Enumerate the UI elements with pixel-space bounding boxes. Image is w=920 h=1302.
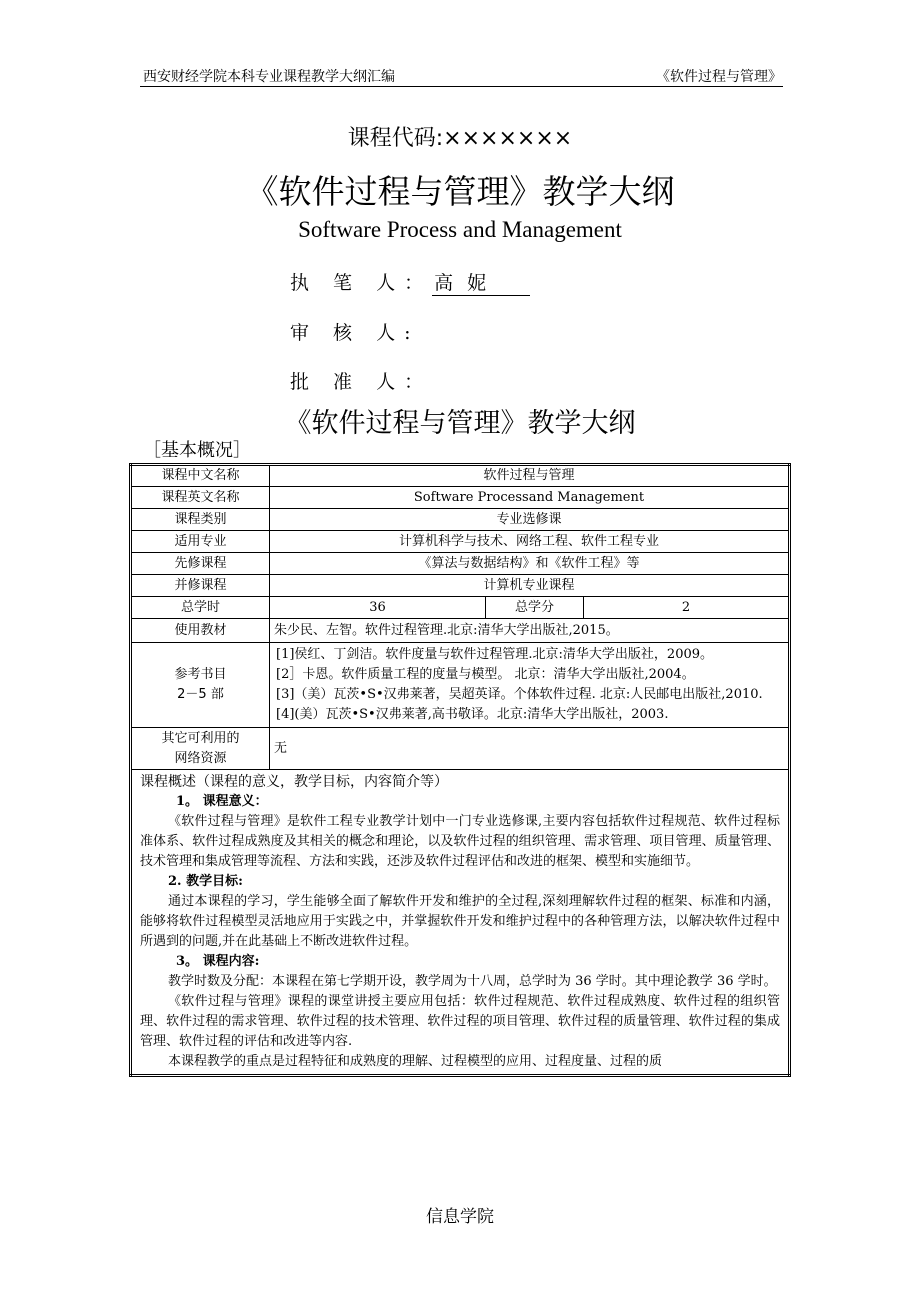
textbook-value: 朱少民、左智。软件过程管理.北京:清华大学出版社,2015。	[270, 619, 790, 643]
author-line	[290, 268, 530, 296]
row-value: 计算机科学与技术、网络工程、软件工程专业	[270, 531, 790, 553]
row-key: 并修课程	[131, 575, 270, 597]
reference-item: [3]（美）瓦茨•S•汉弗莱著，吴超英译。个体软件过程. 北京:人民邮电出版社,2010.	[276, 687, 763, 702]
table-row	[131, 465, 790, 487]
table-row	[131, 531, 790, 553]
course-info-table	[129, 463, 791, 1077]
references-key	[131, 643, 270, 728]
overview-heading-1: 1。 课程意义：	[176, 794, 268, 809]
page-footer: 信息学院	[426, 1207, 494, 1227]
table-row	[131, 575, 790, 597]
overview-title: 课程概述（课程的意义，教学目标，内容简介等）	[140, 774, 448, 790]
author-value: 高 妮	[432, 268, 530, 296]
online-resources-row	[131, 728, 790, 770]
overview-paragraph-3: 教学时数及分配：本课程在第七学期开设，教学周为十八周，总学时为 36 学时。其中理论教学 36 学时。	[168, 974, 777, 989]
row-value: 软件过程与管理	[270, 465, 790, 487]
row-value: 《算法与数据结构》和《软件工程》等	[270, 553, 790, 575]
references-key-line2: 2－5 部	[177, 687, 224, 702]
running-header-left: 西安财经学院本科专业课程教学大纲汇编	[143, 69, 395, 85]
reviewer-line	[290, 318, 419, 345]
row-key: 课程类别	[131, 509, 270, 531]
row-key: 课程中文名称	[131, 465, 270, 487]
table-row	[131, 553, 790, 575]
row-value: 专业选修课	[270, 509, 790, 531]
header-divider	[140, 86, 783, 87]
overview-paragraph-2: 通过本课程的学习，学生能够全面了解软件开发和维护的全过程,深刻理解软件过程的框架、标准和内涵，能够将软件过程模型灵活地应用于实践之中，并掌握软件开发和维护过程中的各种管理方法，以解决软件过程中所遇到的问题,并在此基础上不断改进软件过程。	[140, 894, 780, 949]
references-row	[131, 643, 790, 728]
credits-key: 总学分	[486, 597, 584, 619]
textbook-row	[131, 619, 790, 643]
online-key-line1: 其它可利用的	[161, 730, 240, 746]
overview-row	[131, 770, 790, 1076]
document-title: 《软件过程与管理》教学大纲	[245, 172, 675, 211]
overview-paragraph-4: 《软件过程与管理》课程的课堂讲授主要应用包括：软件过程规范、软件过程成熟度、软件过程的组织管理、软件过程的需求管理、软件过程的技术管理、软件过程的项目管理、软件过程的质量管理、软件过程的集成管理、软件过程的评估和改进等内容.	[140, 994, 780, 1049]
row-key: 先修课程	[131, 553, 270, 575]
references-key-line1: 参考书目	[174, 667, 227, 682]
online-key-line2: 网络资源	[174, 750, 227, 766]
course-overview	[131, 770, 790, 1076]
overview-heading-3: 3。 课程内容:	[176, 954, 260, 969]
approver-line	[290, 367, 432, 394]
overview-paragraph-5: 本课程教学的重点是过程特征和成熟度的理解、过程模型的应用、过程度量、过程的质	[168, 1054, 663, 1069]
reference-item: [1]侯红、丁剑洁。软件度量与软件过程管理.北京:清华大学出版社，2009。	[276, 647, 714, 662]
hours-key: 总学时	[131, 597, 270, 619]
syllabus-heading: 《软件过程与管理》教学大纲	[284, 408, 636, 439]
running-header-right: 《软件过程与管理》	[656, 69, 782, 85]
row-value: Software Processand Management	[270, 487, 790, 509]
online-value: 无	[270, 728, 790, 770]
author-label: 执 笔 人：	[290, 272, 433, 294]
row-key: 适用专业	[131, 531, 270, 553]
textbook-key: 使用教材	[131, 619, 270, 643]
row-value: 计算机专业课程	[270, 575, 790, 597]
approver-label: 批 准 人：	[290, 371, 433, 393]
table-row	[131, 487, 790, 509]
english-title: Software Process and Management	[298, 217, 622, 242]
hours-value: 36	[270, 597, 486, 619]
section-label: ［基本概况］	[143, 440, 251, 461]
overview-paragraph-1: 《软件过程与管理》是软件工程专业教学计划中一门专业选修课,主要内容包括软件过程规范、软件过程标准体系、软件过程成熟度及其相关的概念和理论，以及软件过程的组织管理、需求管理、项目管理、质量管理、技术管理和集成管理等流程、方法和实践，还涉及软件过程评估和改进的框架、模型和实施细节。	[140, 814, 780, 869]
online-key	[131, 728, 270, 770]
credits-value: 2	[584, 597, 790, 619]
references-list	[270, 643, 790, 728]
table-row	[131, 509, 790, 531]
reviewer-label: 审 核 人:	[290, 322, 420, 344]
course-code: 课程代码:×××××××	[347, 126, 573, 151]
overview-heading-2: 2. 教学目标:	[168, 874, 243, 889]
reference-item: [4](美）瓦茨•S•汉弗莱著,高书敬译。北京:清华大学出版社，2003.	[276, 707, 669, 722]
row-key: 课程英文名称	[131, 487, 270, 509]
hours-row	[131, 597, 790, 619]
reference-item: [2］卡恩。软件质量工程的度量与模型。 北京：清华大学出版社,2004。	[276, 667, 695, 682]
